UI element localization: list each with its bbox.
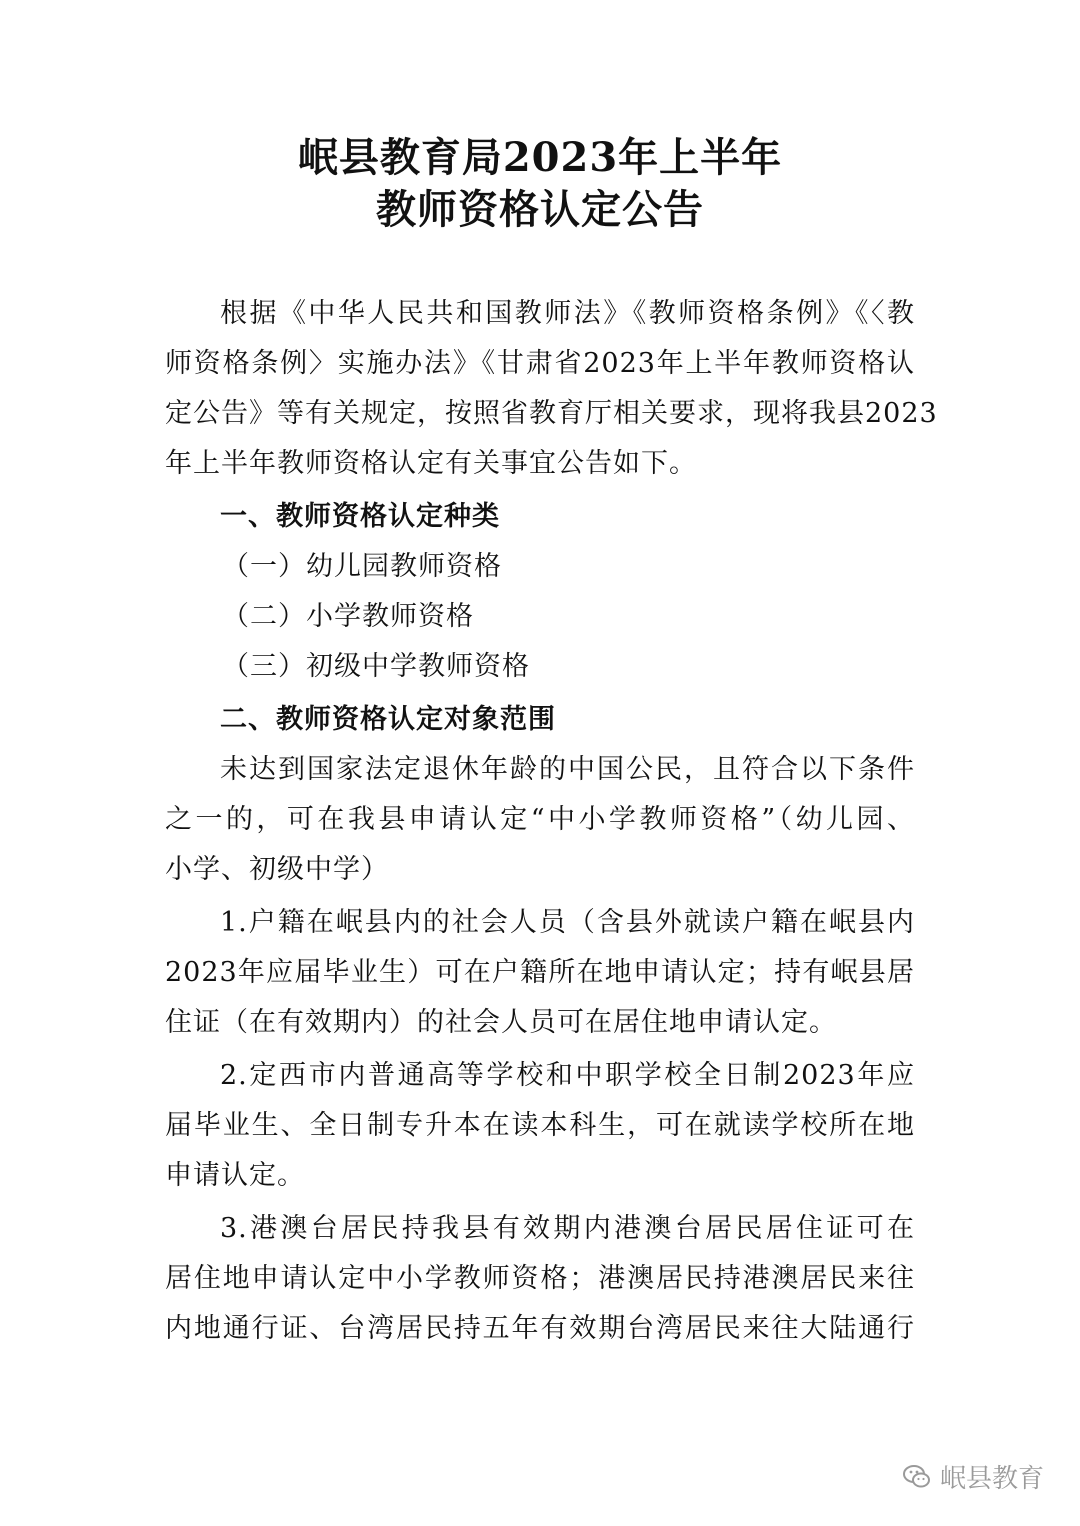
section-heading-1: 一、教师资格认定种类	[220, 501, 500, 532]
item2-line: 申请认定。	[165, 1160, 305, 1191]
list-item: （三）初级中学教师资格	[222, 651, 530, 682]
document-title-line2: 教师资格认定公告	[376, 186, 704, 233]
item2-line: 2.定西市内普通高等学校和中职学校全日制2023年应	[220, 1060, 915, 1091]
item1-line: 2023年应届毕业生）可在户籍所在地申请认定；持有岷县居	[165, 957, 915, 988]
section2-intro-line: 未达到国家法定退休年龄的中国公民，且符合以下条件	[220, 754, 915, 785]
section2-intro-line: 之一的，可在我县申请认定“中小学教师资格”（幼儿园、	[165, 804, 915, 835]
item3-line: 3.港澳台居民持我县有效期内港澳台居民居住证可在	[220, 1213, 915, 1244]
intro-line: 定公告》等有关规定，按照省教育厅相关要求，现将我县2023	[165, 398, 938, 429]
account-watermark	[902, 1458, 1044, 1495]
item1-line: 1.户籍在岷县内的社会人员（含县外就读户籍在岷县内	[220, 907, 915, 938]
intro-line: 年上半年教师资格认定有关事宜公告如下。	[165, 448, 697, 479]
document-title-line1: 岷县教育局2023年上半年	[297, 134, 783, 181]
watermark-label: 岷县教育	[939, 1464, 1044, 1494]
item3-line: 内地通行证、台湾居民持五年有效期台湾居民来往大陆通行	[165, 1313, 915, 1344]
item1-line: 住证（在有效期内）的社会人员可在居住地申请认定。	[165, 1007, 837, 1038]
list-item: （二）小学教师资格	[222, 601, 474, 632]
item3-line: 居住地申请认定中小学教师资格；港澳居民持港澳居民来往	[165, 1263, 915, 1294]
section-heading-2: 二、教师资格认定对象范围	[220, 704, 556, 735]
intro-line: 师资格条例〉实施办法》《甘肃省2023年上半年教师资格认	[165, 348, 915, 379]
section2-intro-line: 小学、初级中学）	[165, 854, 389, 885]
intro-line: 根据《中华人民共和国教师法》《教师资格条例》《〈教	[220, 298, 915, 329]
list-item: （一）幼儿园教师资格	[222, 551, 502, 582]
item2-line: 届毕业生、全日制专升本在读本科生，可在就读学校所在地	[165, 1110, 915, 1141]
wechat-icon	[902, 1462, 932, 1492]
